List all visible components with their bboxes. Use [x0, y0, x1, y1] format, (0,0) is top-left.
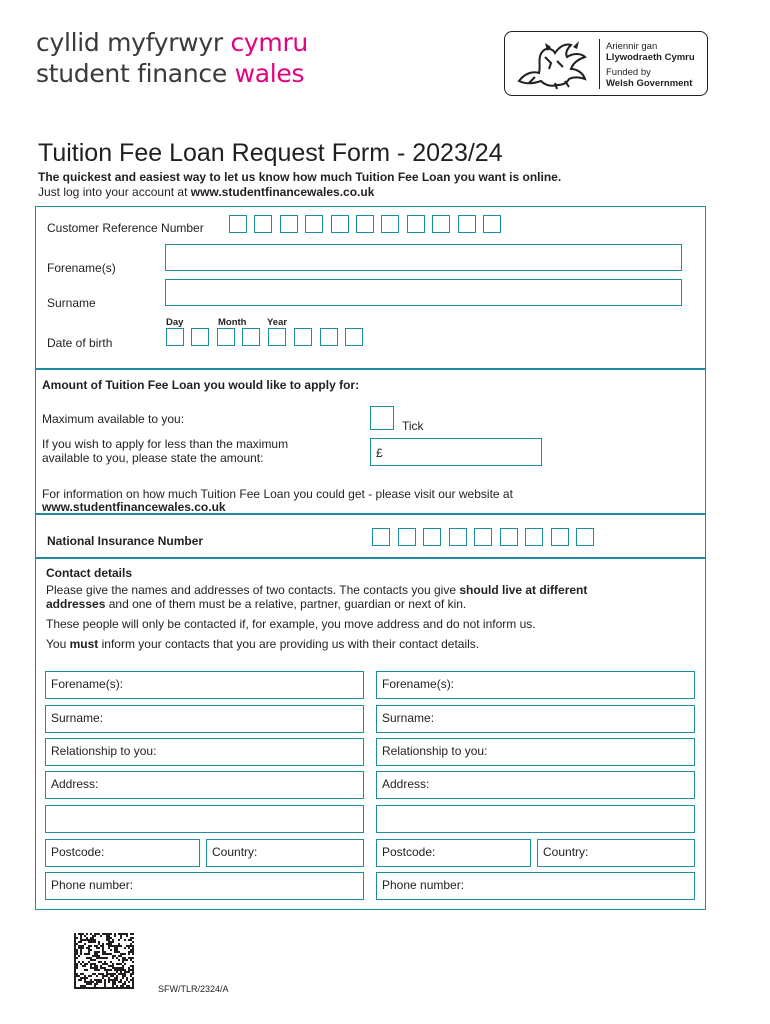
year-label: Year: [267, 317, 288, 328]
contacts-para-3-text: inform your contacts that you are providing us with their contact details.: [101, 637, 480, 651]
crn-cell[interactable]: [407, 215, 425, 233]
contact2-address-label: Address:: [382, 777, 430, 791]
dob-cell[interactable]: [268, 328, 286, 346]
tick-label: Tick: [402, 419, 424, 433]
contact1-relationship-field[interactable]: [45, 738, 364, 766]
intro-text-prefix: Just log into your account at: [38, 185, 188, 199]
nin-cell[interactable]: [449, 528, 467, 546]
contact1-phone-label: Phone number:: [51, 878, 134, 892]
crn-cell[interactable]: [483, 215, 501, 233]
contacts-para-3-must: must: [69, 637, 99, 651]
contacts-para-1b: [46, 597, 466, 611]
less-label-line2: available to you, please state the amount:: [42, 451, 264, 465]
contacts-para-1b-bold: addresses: [46, 597, 106, 611]
intro-link[interactable]: www.studentfinancewales.co.uk: [190, 185, 375, 199]
dob-cell[interactable]: [217, 328, 235, 346]
nin-label: National Insurance Number: [47, 534, 204, 548]
loan-info-link[interactable]: www.studentfinancewales.co.uk: [42, 500, 226, 514]
crn-label: Customer Reference Number: [47, 221, 204, 235]
crn-cell[interactable]: [458, 215, 476, 233]
dob-cell[interactable]: [294, 328, 312, 346]
contact2-postcode-field[interactable]: [376, 839, 531, 867]
contact2-country-label: Country:: [543, 845, 589, 859]
nin-cell[interactable]: [398, 528, 416, 546]
surname-label: Surname: [47, 296, 96, 310]
contact1-relationship-label: Relationship to you:: [51, 744, 157, 758]
day-label: Day: [166, 317, 184, 328]
contacts-para-1a-text: Please give the names and addresses of two contacts. The contacts you give: [46, 583, 457, 597]
loan-heading: Amount of Tuition Fee Loan you would like to apply for:: [42, 378, 360, 392]
max-label: Maximum available to you:: [42, 412, 185, 426]
contact1-surname-label: Surname:: [51, 711, 104, 725]
section-divider-1: [35, 368, 706, 370]
amount-input[interactable]: [370, 438, 542, 466]
nin-cell[interactable]: [525, 528, 543, 546]
forename-label: Forename(s): [47, 261, 116, 275]
crn-cell[interactable]: [331, 215, 349, 233]
form-reference: SFW/TLR/2324/A: [158, 984, 229, 994]
contact2-postcode-label: Postcode:: [382, 845, 436, 859]
nin-cell[interactable]: [474, 528, 492, 546]
contact1-postcode-label: Postcode:: [51, 845, 105, 859]
contact2-relationship-field[interactable]: [376, 738, 695, 766]
contacts-para-1b-text: and one of them must be a relative, partner, guardian or next of kin.: [108, 597, 467, 611]
dob-label: Date of birth: [47, 336, 113, 350]
loan-info-text: For information on how much Tuition Fee Loan you could get - please visit our website at: [42, 487, 513, 501]
gov-line-1: Ariennir gan: [606, 41, 658, 52]
contact1-country-field[interactable]: [206, 839, 364, 867]
contact1-address-line2-field[interactable]: [45, 805, 364, 833]
contact1-country-label: Country:: [212, 845, 258, 859]
contact1-phone-field[interactable]: [45, 872, 364, 900]
nin-cell[interactable]: [551, 528, 569, 546]
contacts-para-1a-bold: should live at different: [459, 583, 588, 597]
logo-line-english: [36, 59, 304, 88]
dob-cell[interactable]: [345, 328, 363, 346]
contact1-address-field[interactable]: [45, 771, 364, 799]
logo-english-accent: wales: [234, 59, 305, 88]
dob-cell[interactable]: [242, 328, 260, 346]
intro-bold: The quickest and easiest way to let us know how much Tuition Fee Loan you want is online.: [38, 170, 562, 184]
contact1-forename-label: Forename(s):: [51, 677, 124, 691]
section-divider-3: [35, 557, 706, 559]
nin-cell[interactable]: [500, 528, 518, 546]
crn-cell[interactable]: [254, 215, 272, 233]
gov-line-4: Welsh Government: [606, 78, 693, 89]
contact2-forename-field[interactable]: [376, 671, 695, 699]
nin-cell[interactable]: [576, 528, 594, 546]
contacts-para-3: [46, 637, 479, 651]
contact2-phone-label: Phone number:: [382, 878, 465, 892]
dob-cell[interactable]: [320, 328, 338, 346]
contact2-address-field[interactable]: [376, 771, 695, 799]
contact2-forename-label: Forename(s):: [382, 677, 455, 691]
contacts-para-2: These people will only be contacted if, for example, you move address and do not inform us.: [46, 617, 536, 631]
contacts-para-3-you: You: [46, 637, 67, 651]
contact1-address-label: Address:: [51, 777, 99, 791]
contact1-forename-field[interactable]: [45, 671, 364, 699]
gov-line-3: Funded by: [606, 67, 651, 78]
contact2-surname-label: Surname:: [382, 711, 435, 725]
contacts-para-1a: [46, 583, 587, 597]
less-label-line1: If you wish to apply for less than the maximum: [42, 437, 289, 451]
crn-cell[interactable]: [356, 215, 374, 233]
contact2-country-field[interactable]: [537, 839, 695, 867]
crn-cell[interactable]: [432, 215, 450, 233]
logo-welsh-text: cyllid myfyrwyr: [36, 28, 223, 57]
logo-welsh-accent: cymru: [230, 28, 308, 57]
dob-cell[interactable]: [166, 328, 184, 346]
gov-line-2: Llywodraeth Cymru: [606, 52, 695, 63]
contact2-surname-field[interactable]: [376, 705, 695, 733]
badge-divider: [599, 39, 600, 89]
month-label: Month: [218, 317, 247, 328]
contact2-relationship-label: Relationship to you:: [382, 744, 488, 758]
nin-cell[interactable]: [423, 528, 441, 546]
surname-input[interactable]: [165, 279, 682, 306]
2d-barcode-icon: [74, 933, 134, 989]
crn-cell[interactable]: [381, 215, 399, 233]
crn-cell[interactable]: [305, 215, 323, 233]
welsh-dragon-icon: [511, 37, 593, 91]
page-title: Tuition Fee Loan Request Form - 2023/24: [38, 139, 503, 167]
currency-symbol: £: [376, 446, 383, 460]
logo-english-text: student finance: [36, 59, 227, 88]
logo-line-welsh: [36, 28, 308, 57]
crn-cell[interactable]: [280, 215, 298, 233]
dob-cell[interactable]: [191, 328, 209, 346]
intro-text: [38, 185, 374, 199]
crn-cell[interactable]: [229, 215, 247, 233]
contact1-surname-field[interactable]: [45, 705, 364, 733]
contacts-heading: Contact details: [46, 566, 133, 580]
contact2-phone-field[interactable]: [376, 872, 695, 900]
max-tick-checkbox[interactable]: [370, 406, 394, 430]
contact1-postcode-field[interactable]: [45, 839, 200, 867]
forename-input[interactable]: [165, 244, 682, 271]
contact2-address-line2-field[interactable]: [376, 805, 695, 833]
welsh-government-badge: [504, 31, 708, 96]
nin-cell[interactable]: [372, 528, 390, 546]
